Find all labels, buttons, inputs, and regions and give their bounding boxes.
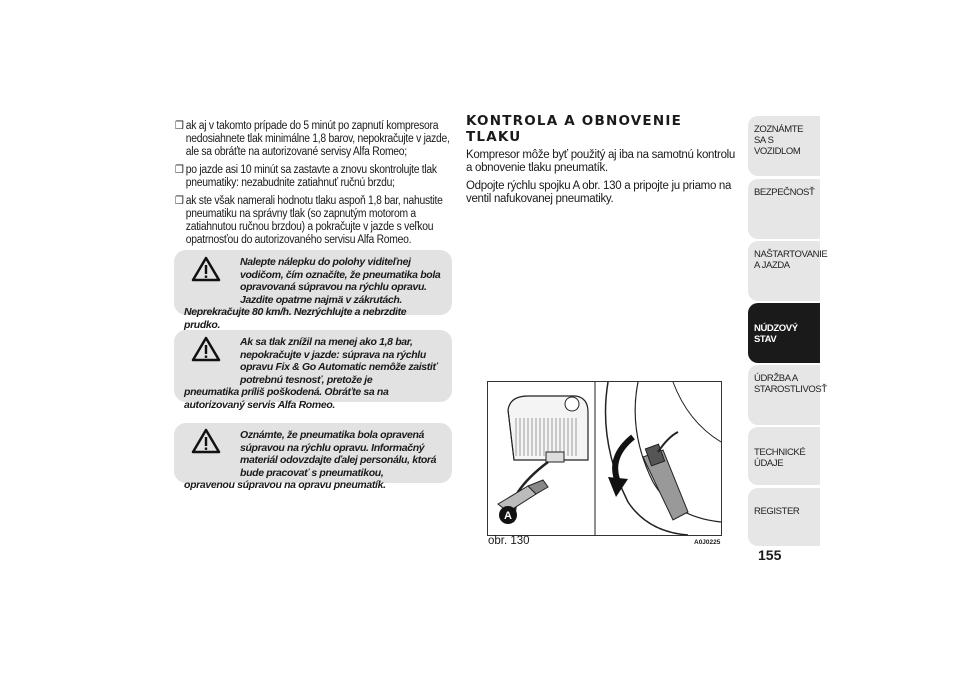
warning-text: Ak sa tlak znížil na menej ako 1,8 bar, nepokračujte v jazde: súprava na rýchlu opravu Fix & Go Automatic nemôže zaistiť potrebnú tesnosť, pretože je bbox=[240, 336, 438, 386]
tab-label: TECHNICKÉ ÚDAJE bbox=[754, 447, 806, 469]
tab-zoznamte-sa[interactable] bbox=[748, 116, 820, 176]
warning-text-continued: opravenou súpravou na opravu pneumatík. bbox=[184, 479, 386, 491]
tab-label: ÚDRŽBA A STAROSTLIVOSŤ bbox=[754, 373, 827, 395]
warning-triangle-icon bbox=[191, 336, 221, 362]
figure-illustration bbox=[487, 381, 722, 536]
checkbox-bullet-icon: ❒ bbox=[175, 164, 184, 176]
checkbox-bullet-icon: ❒ bbox=[175, 195, 184, 207]
checkbox-bullet-icon: ❒ bbox=[175, 120, 184, 132]
warning-text: Oznámte, že pneumatika bola opravená súpravou na rýchlu opravu. Informačný materiál odovzdajte ďalej personálu, ktorá bude pracovať s pneumatikou, bbox=[240, 429, 437, 479]
warning-triangle-icon bbox=[191, 428, 221, 454]
paragraph: Odpojte rýchlu spojku A obr. 130 a pripojte ju priamo na ventil nafukovanej pneumatiky. bbox=[466, 180, 732, 205]
tab-register[interactable] bbox=[748, 488, 820, 546]
tab-nudzovy-stav[interactable] bbox=[748, 303, 820, 363]
bullet-list bbox=[175, 120, 465, 252]
tab-label: NAŠTARTOVANIE A JAZDA bbox=[754, 249, 828, 271]
list-item-text: po jazde asi 10 minút sa zastavte a znovu skontrolujte tlak pneumatiky: nezabudnite zatiahnuť ručnú brzdu; bbox=[185, 164, 437, 189]
tab-nastartovanie[interactable] bbox=[748, 241, 828, 301]
warning-text-continued: pneumatika príliš poškodená. Obráťte sa na autorizovaný servis Alfa Romeo. bbox=[184, 386, 389, 411]
tab-technicke-udaje[interactable] bbox=[748, 427, 820, 485]
warning-text: Nalepte nálepku do polohy viditeľnej vodičom, čím označíte, že pneumatika bola opravovaná súpravou na rýchlu opravu. Jazdite opatrne najmä v zákrutách. bbox=[240, 256, 441, 306]
list-item bbox=[175, 164, 455, 190]
figure-caption: obr. 130 bbox=[488, 535, 530, 547]
label-a: A bbox=[504, 510, 512, 522]
list-item-text: ak aj v takomto prípade do 5 minút po zapnutí kompresora nedosiahnete tlak minimálne 1,8 barov, nepokračujte v jazde, ale sa obráťte na autorizované servisy Alfa Romeo; bbox=[185, 120, 450, 158]
tab-label: REGISTER bbox=[754, 506, 800, 517]
figure-code: A0J0225 bbox=[694, 539, 721, 546]
section-title: KONTROLA A OBNOVENIE TLAKU bbox=[466, 113, 682, 145]
tab-label: BEZPEČNOSŤ bbox=[754, 187, 815, 198]
section bbox=[466, 113, 736, 211]
tab-udrzba[interactable] bbox=[748, 365, 827, 425]
list-item-text: ak ste však namerali hodnotu tlaku aspoň 1,8 bar, nahustite pneumatiku na správny tlak (so zapnutým motorom a zatiahnutou ručnou brzdou) a pokračujte v jazde s veľkou opatrnosťou do autorizovaného servisu Alfa Romeo. bbox=[185, 195, 443, 246]
warning-box bbox=[174, 250, 452, 331]
compressor-illustration bbox=[488, 382, 721, 535]
warning-box bbox=[174, 330, 452, 411]
tab-bezpecnost[interactable] bbox=[748, 179, 820, 239]
paragraph: Kompresor môže byť použitý aj iba na samotnú kontrolu a obnovenie tlaku pneumatík. bbox=[466, 149, 736, 174]
tab-label: ZOZNÁMTE SA S VOZIDLOM bbox=[754, 124, 804, 157]
list-item bbox=[175, 120, 455, 159]
list-item bbox=[175, 195, 455, 247]
warning-box bbox=[174, 423, 452, 491]
warning-text-continued: Neprekračujte 80 km/h. Nezrýchlujte a nebrzdite prudko. bbox=[184, 306, 407, 331]
tab-label: NÚDZOVÝ STAV bbox=[754, 323, 798, 345]
warning-triangle-icon bbox=[191, 256, 221, 282]
page-number: 155 bbox=[758, 547, 782, 563]
